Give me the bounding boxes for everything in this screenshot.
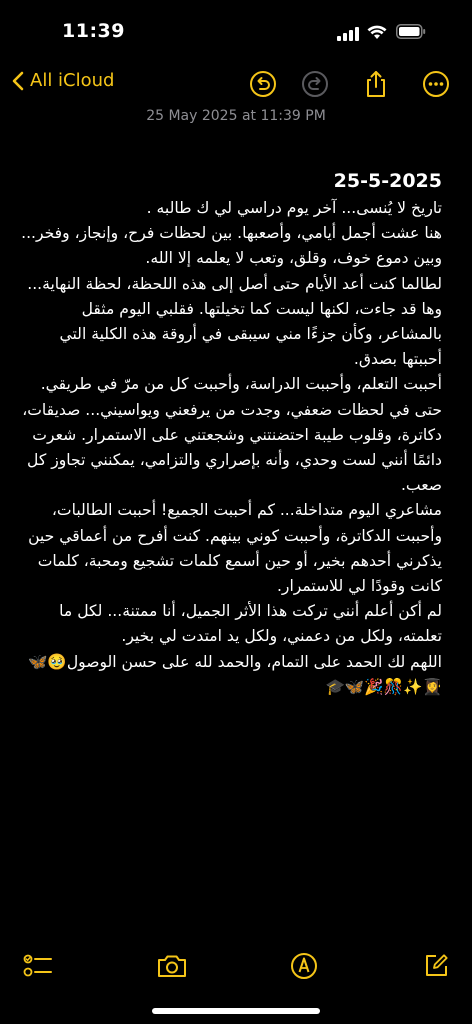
- camera-icon: [156, 953, 188, 979]
- cellular-signal-icon: [337, 27, 359, 41]
- checklist-icon: [23, 953, 53, 979]
- undo-button[interactable]: [246, 67, 280, 101]
- markup-pen-icon: [290, 952, 318, 980]
- wifi-icon: [367, 25, 387, 40]
- undo-icon: [248, 69, 278, 99]
- more-button[interactable]: [419, 67, 453, 101]
- home-indicator[interactable]: [152, 1008, 320, 1014]
- markup-button[interactable]: [288, 950, 320, 982]
- more-icon: [421, 69, 451, 99]
- status-time: 11:39: [62, 20, 125, 42]
- back-button-label: All iCloud: [30, 70, 115, 91]
- battery-icon: [396, 24, 426, 39]
- chevron-left-icon: [12, 71, 24, 91]
- status-bar: [0, 0, 472, 62]
- navigation-bar: [0, 62, 472, 106]
- bottom-toolbar: [0, 944, 472, 984]
- camera-button[interactable]: [156, 950, 188, 982]
- note-body[interactable]: تاريخ لا يُنسى... آخر يوم دراسي لي ك طالبه . هنا عشت أجمل أيامي، وأصعبها. بين لحظات فرح، وإنجاز، وفخر... وبين دموع خوف، وقلق، وتعب لا يعلمه إلا الله. لطالما كنت أعد الأيام حتى أصل إلى هذه اللحظة، لحظة النهاية... وها قد جاءت، لكنها ليست كما تخيلتها. فقلبي اليوم مثقل بالمشاعر، وكأن جزءًا مني سيبقى في أروقة هذه الكلية التي أحببتها بصدق. أحببت التعلم، وأحببت الدراسة، وأحببت كل من مرّ في طريقي. حتى في لحظات ضعفي، وجدت من يرفعني ويواسيني... صديقات، دكاترة، وقلوب طيبة احتضنتني وشجعتني على الاستمرار. شعرت دائمًا أنني لست وحدي، وأنه بإصراري والتزامي، يمكنني تجاوز كل صعب. مشاعري اليوم متداخلة... كم أحببت الجميع! أحببت الطالبات، وأحببت الدكاترة، وأحببت كوني بينهم. كنت أفرح من أعماقي حين يذكرني أحدهم بخير، أو حين أسمع كلمات تشجيع ومحبة، كلمات كانت وقودًا لي للاستمرار. لم أكن أعلم أنني تركت هذا الأثر الجميل، أنا ممتنة... لكل ما تعلمته، ولكل من دعمني، ولكل يد امتدت لي بخير. اللهم لك الحمد على التمام، والحمد لله على حسن الوصول🥹🦋👩‍🎓✨🎊🎉🦋🎓: [21, 199, 442, 696]
- compose-button[interactable]: [420, 950, 452, 982]
- note-title[interactable]: 25-5-2025: [333, 170, 442, 192]
- compose-icon: [422, 952, 450, 980]
- note-date: 25 May 2025 at 11:39 PM: [146, 108, 326, 124]
- note-content[interactable]: [20, 170, 442, 700]
- back-button[interactable]: [12, 70, 114, 91]
- redo-icon: [300, 69, 330, 99]
- share-icon: [363, 69, 389, 99]
- redo-button[interactable]: [298, 67, 332, 101]
- share-button[interactable]: [359, 67, 393, 101]
- checklist-button[interactable]: [22, 950, 54, 982]
